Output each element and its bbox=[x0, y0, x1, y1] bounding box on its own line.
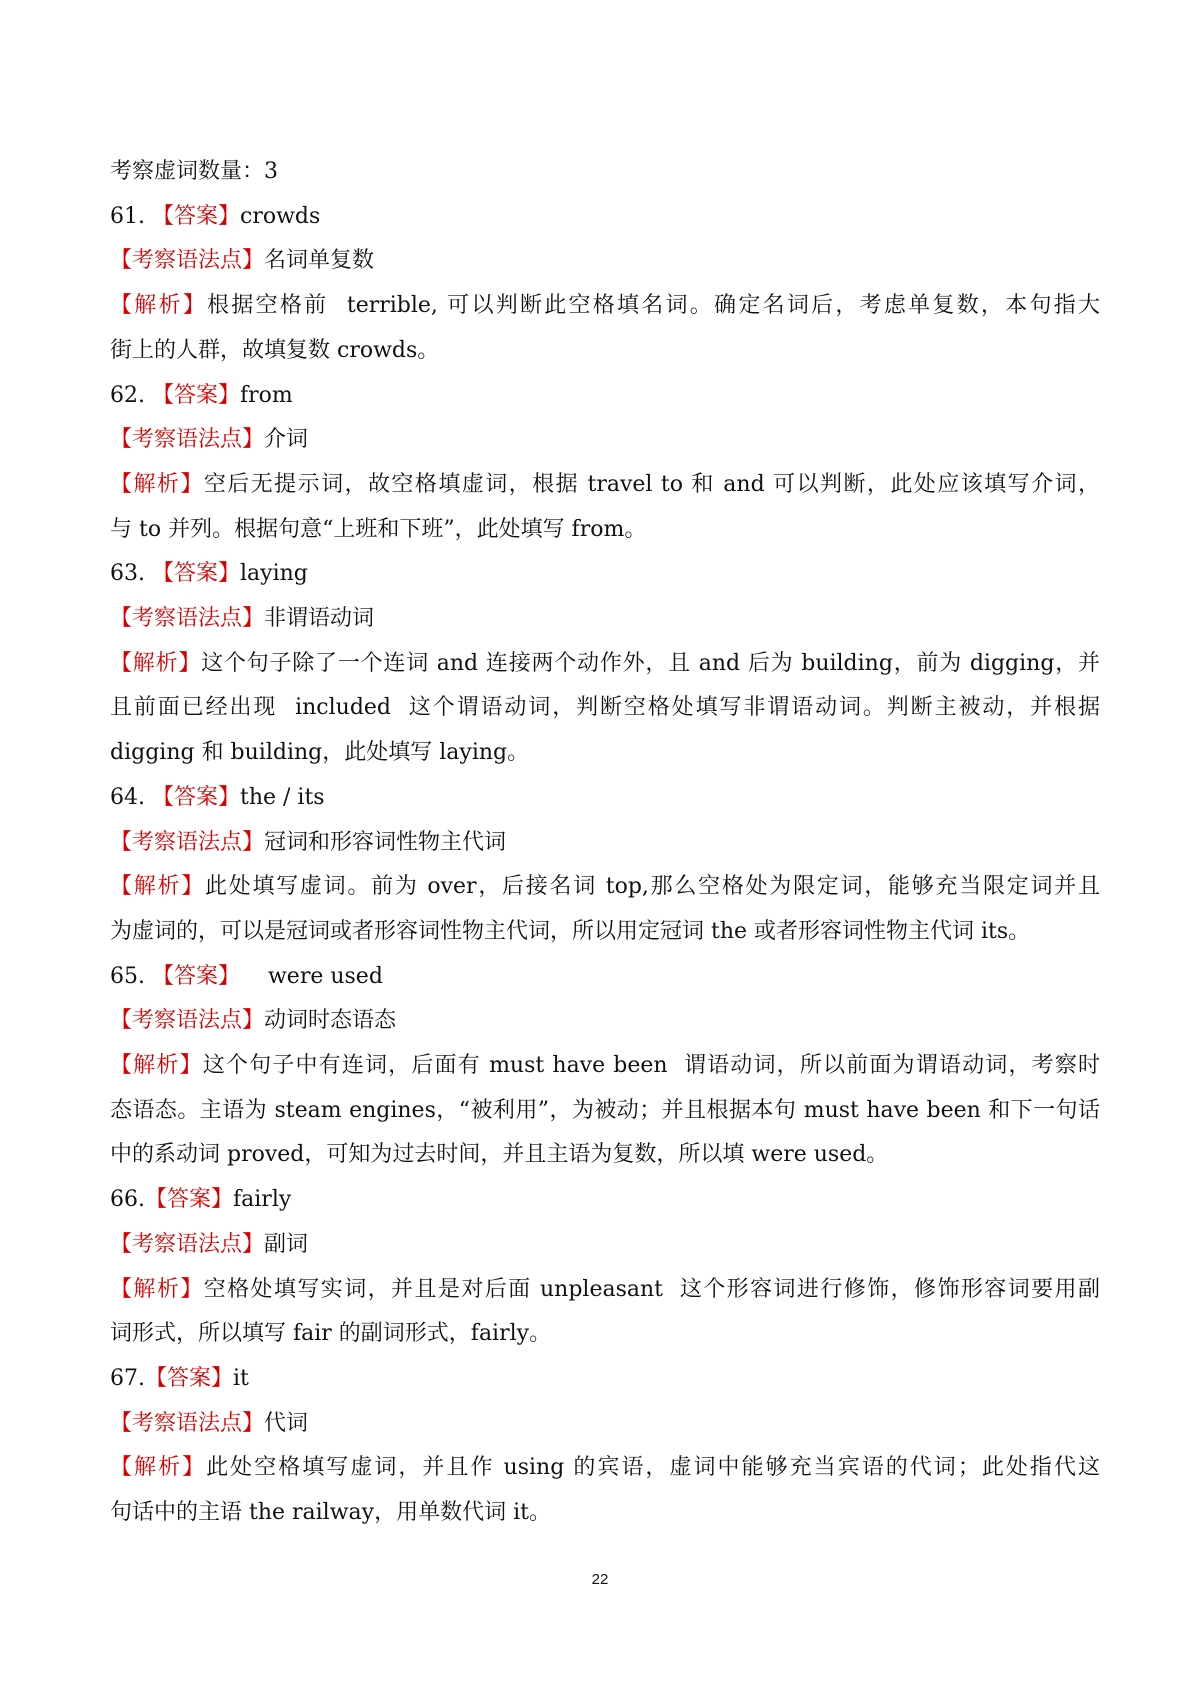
analysis-text: 与 to 并列。根据句意“上班和下班”，此处填写 from。 bbox=[110, 516, 647, 542]
grammar-line bbox=[110, 821, 1100, 866]
analysis-line bbox=[110, 1446, 1100, 1491]
answer-tag: 【答案】 bbox=[151, 784, 240, 810]
analysis-text: 词形式，所以填写 fair 的副词形式，fairly。 bbox=[110, 1321, 552, 1347]
answer-item bbox=[110, 552, 1100, 776]
answer-item bbox=[110, 955, 1100, 1179]
analysis-line bbox=[110, 642, 1100, 687]
analysis-line bbox=[110, 1044, 1100, 1089]
analysis-text: digging 和 building，此处填写 laying。 bbox=[110, 740, 530, 766]
analysis-line bbox=[110, 508, 1100, 553]
analysis-tag: 【解析】 bbox=[110, 650, 202, 676]
analysis-line bbox=[110, 1133, 1100, 1178]
analysis-text: 根据空格前 terrible, 可以判断此空格填名词。确定名词后，考虑单复数，本句指大 bbox=[207, 293, 1100, 319]
grammar-value: 代词 bbox=[264, 1410, 309, 1436]
grammar-line bbox=[110, 597, 1100, 642]
answer-tag: 【答案】 bbox=[151, 203, 240, 229]
analysis-text: 此处填写虚词。前为 over，后接名词 top,那么空格处为限定词，能够充当限定词并且 bbox=[204, 874, 1100, 900]
analysis-line bbox=[110, 284, 1100, 329]
analysis-text: 中的系动词 proved，可知为过去时间，并且主语为复数，所以填 were used。 bbox=[110, 1142, 889, 1168]
analysis-line bbox=[110, 1268, 1100, 1313]
answer-key-page bbox=[110, 150, 1100, 1536]
item-number: 63. bbox=[110, 561, 152, 587]
answer-item bbox=[110, 1178, 1100, 1357]
answer-line bbox=[110, 776, 1100, 821]
analysis-tag: 【解析】 bbox=[110, 293, 208, 319]
answer-value: were used bbox=[240, 963, 383, 989]
answer-line bbox=[110, 552, 1100, 597]
answer-item bbox=[110, 1357, 1100, 1536]
grammar-value: 动词时态语态 bbox=[264, 1008, 397, 1034]
analysis-tag: 【解析】 bbox=[110, 1455, 207, 1481]
analysis-tag: 【解析】 bbox=[110, 1053, 203, 1079]
grammar-value: 名词单复数 bbox=[264, 248, 375, 274]
analysis-text: 空格处填写实词，并且是对后面 unpleasant 这个形容词进行修饰，修饰形容词要用副 bbox=[203, 1276, 1100, 1302]
analysis-text: 句话中的主语 the railway，用单数代词 it。 bbox=[110, 1500, 551, 1526]
item-number: 62. bbox=[110, 382, 152, 408]
answer-value: the / its bbox=[240, 784, 325, 810]
analysis-tag: 【解析】 bbox=[110, 471, 204, 497]
item-number: 64. bbox=[110, 784, 152, 810]
answer-line bbox=[110, 1178, 1100, 1223]
analysis-text: 空后无提示词，故空格填虚词，根据 travel to 和 and 可以判断，此处应该填写介词， bbox=[203, 471, 1100, 497]
grammar-value: 非谓语动词 bbox=[264, 606, 375, 632]
grammar-tag: 【考察语法点】 bbox=[110, 1410, 265, 1436]
analysis-line bbox=[110, 1089, 1100, 1134]
answer-item bbox=[110, 374, 1100, 553]
grammar-tag: 【考察语法点】 bbox=[110, 1008, 265, 1034]
analysis-line bbox=[110, 686, 1100, 731]
grammar-value: 副词 bbox=[264, 1231, 309, 1257]
answer-item bbox=[110, 195, 1100, 374]
answer-line bbox=[110, 1357, 1100, 1402]
answer-items bbox=[110, 195, 1100, 1536]
answer-value: from bbox=[240, 382, 293, 408]
answer-item bbox=[110, 776, 1100, 955]
item-number: 67. bbox=[110, 1365, 145, 1391]
header-line: 考察虚词数量：3 bbox=[110, 159, 278, 184]
answer-line bbox=[110, 374, 1100, 419]
analysis-line bbox=[110, 329, 1100, 374]
grammar-line bbox=[110, 1402, 1100, 1447]
grammar-value: 介词 bbox=[264, 427, 309, 453]
analysis-line bbox=[110, 865, 1100, 910]
grammar-line bbox=[110, 239, 1100, 284]
analysis-line bbox=[110, 731, 1100, 776]
analysis-tag: 【解析】 bbox=[110, 1276, 204, 1302]
answer-line bbox=[110, 955, 1100, 1000]
analysis-line bbox=[110, 910, 1100, 955]
analysis-text: 态语态。主语为 steam engines，“被利用”，为被动；并且根据本句 must have been 和下一句话 bbox=[110, 1097, 1100, 1123]
grammar-line bbox=[110, 999, 1100, 1044]
item-number: 65. bbox=[110, 963, 152, 989]
grammar-tag: 【考察语法点】 bbox=[110, 427, 265, 453]
answer-tag: 【答案】 bbox=[151, 561, 240, 587]
grammar-line bbox=[110, 1223, 1100, 1268]
item-number: 61. bbox=[110, 203, 152, 229]
answer-value: laying bbox=[240, 561, 308, 587]
analysis-text: 街上的人群，故填复数 crowds。 bbox=[110, 337, 440, 363]
grammar-line bbox=[110, 418, 1100, 463]
analysis-tag: 【解析】 bbox=[110, 874, 205, 900]
analysis-text: 且前面已经出现 included 这个谓语动词，判断空格处填写非谓语动词。判断主被动，并根据 bbox=[110, 695, 1100, 721]
answer-value: it bbox=[233, 1365, 249, 1391]
answer-tag: 【答案】 bbox=[151, 963, 240, 989]
analysis-text: 这个句子中有连词，后面有 must have been 谓语动词，所以前面为谓语动词，考察时 bbox=[202, 1053, 1100, 1079]
analysis-text: 这个句子除了一个连词 and 连接两个动作外，且 and 后为 building，前为 digging，并 bbox=[201, 650, 1100, 676]
analysis-text: 为虚词的，可以是冠词或者形容词性物主代词，所以用定冠词 the 或者形容词性物主代词 its。 bbox=[110, 918, 1031, 944]
grammar-value: 冠词和形容词性物主代词 bbox=[264, 829, 507, 855]
page-number: 22 bbox=[591, 1571, 609, 1588]
answer-tag: 【答案】 bbox=[145, 1187, 234, 1213]
answer-value: crowds bbox=[240, 203, 321, 229]
grammar-tag: 【考察语法点】 bbox=[110, 829, 265, 855]
analysis-line bbox=[110, 1312, 1100, 1357]
analysis-line bbox=[110, 1491, 1100, 1536]
answer-tag: 【答案】 bbox=[145, 1365, 234, 1391]
answer-line bbox=[110, 195, 1100, 240]
grammar-tag: 【考察语法点】 bbox=[110, 606, 265, 632]
answer-value: fairly bbox=[233, 1187, 292, 1213]
grammar-tag: 【考察语法点】 bbox=[110, 248, 265, 274]
grammar-tag: 【考察语法点】 bbox=[110, 1231, 265, 1257]
analysis-text: 此处空格填写虚词，并且作 using 的宾语，虚词中能够充当宾语的代词；此处指代这 bbox=[206, 1455, 1100, 1481]
answer-tag: 【答案】 bbox=[151, 382, 240, 408]
analysis-line bbox=[110, 463, 1100, 508]
item-number: 66. bbox=[110, 1187, 145, 1213]
